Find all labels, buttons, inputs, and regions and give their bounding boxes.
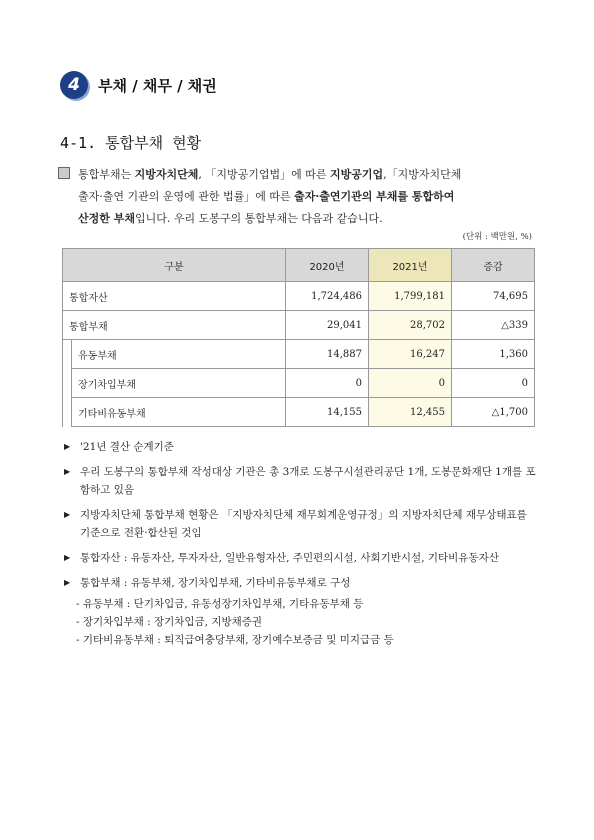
note-text: '21년 결산 순계기준 [80,441,174,453]
triangle-bullet-icon: ▶ [64,553,71,562]
chapter-title: 부채 / 채무 / 채권 [98,76,217,95]
triangle-bullet-icon: ▶ [64,442,71,451]
value-change: 0 [452,369,535,398]
note-item [64,574,539,592]
table-row [63,311,535,340]
lead-text-segment: 지방공기업 [330,168,384,181]
value-change: 74,695 [452,282,535,311]
lead-text-segment: 출자·출연 기관의 운영에 관한 법률」에 따른 [78,190,295,203]
notes-list [64,438,539,651]
note-item [64,438,539,456]
row-label: 통합자산 [63,282,286,311]
chapter-header [60,70,217,100]
value-2021: 0 [369,369,452,398]
unit-label: (단위 : 백만원, %) [462,232,532,242]
indent-cell [63,340,72,369]
lead-line-3 [58,208,538,230]
value-2021: 12,455 [369,398,452,427]
header-2021: 2021년 [369,249,452,282]
lead-text-segment: 산정한 부채 [78,212,135,225]
lead-text-segment: , 「지방공기업법」에 따른 [198,168,331,181]
lead-text-segment: 출자·출연기관의 부채를 통합하여 [294,190,455,203]
header-change: 증감 [452,249,535,282]
value-2020: 14,155 [286,398,369,427]
chapter-number-badge: 4 [60,71,88,99]
lead-text-segment: 통합부채는 [78,168,135,181]
lead-paragraph [58,164,538,230]
value-2020: 14,887 [286,340,369,369]
value-2021: 16,247 [369,340,452,369]
header-2020: 2020년 [286,249,369,282]
sub-note-item: - 유동부채 : 단기차입금, 유동성장기차입부채, 기타유동부채 등 [76,598,364,610]
table-row [63,369,535,398]
note-text: 통합부채 : 유동부채, 장기차입부채, 기타비유동부채로 구성 [80,577,351,589]
row-label: 통합부채 [63,311,286,340]
value-2021: 1,799,181 [369,282,452,311]
note-text: 지방자치단체 통합부채 현황은 「지방자치단체 재무회계운영규정」의 지방자치단체 재무상태표를 기준으로 전환·합산된 것임 [80,509,527,539]
indent-cell [63,398,72,427]
note-item [64,463,539,499]
row-label: 기타비유동부채 [72,398,286,427]
table-header-row [63,249,535,282]
value-change: 1,360 [452,340,535,369]
value-change: △339 [452,311,535,340]
value-2021: 28,702 [369,311,452,340]
lead-line-2 [58,186,538,208]
row-label: 장기차입부채 [72,369,286,398]
lead-text-segment: ,「지방자치단체 [383,168,462,181]
note-text: 통합자산 : 유동자산, 투자자산, 일반유형자산, 주민편의시설, 사회기반시설, 기타비유동자산 [80,552,499,564]
table-row [63,340,535,369]
value-change: △1,700 [452,398,535,427]
checkbox-icon [58,167,70,179]
triangle-bullet-icon: ▶ [64,467,71,476]
triangle-bullet-icon: ▶ [64,578,71,587]
lead-line-1 [58,164,538,186]
row-label: 유동부채 [72,340,286,369]
header-category: 구분 [63,249,286,282]
table-row [63,282,535,311]
table-row [63,398,535,427]
consolidated-debt-table [62,248,535,427]
section-title: 4-1. 통합부채 현황 [60,134,202,152]
note-item [64,506,539,542]
triangle-bullet-icon: ▶ [64,510,71,519]
value-2020: 0 [286,369,369,398]
note-item [64,549,539,567]
note-text: 우리 도봉구의 통합부채 작성대상 기관은 총 3개로 도봉구시설관리공단 1개, 도봉문화재단 1개를 포함하고 있음 [80,466,536,496]
lead-text-segment: 입니다. 우리 도봉구의 통합부채는 다음과 같습니다. [134,212,383,225]
value-2020: 29,041 [286,311,369,340]
indent-cell [63,369,72,398]
sub-note-item: - 기타비유동부채 : 퇴직급여충당부채, 장기예수보증금 및 미지급금 등 [76,634,394,646]
sub-note-item: - 장기차입부채 : 장기차입금, 지방채증권 [76,616,263,628]
lead-text-segment: 지방자치단체 [134,168,199,181]
value-2020: 1,724,486 [286,282,369,311]
